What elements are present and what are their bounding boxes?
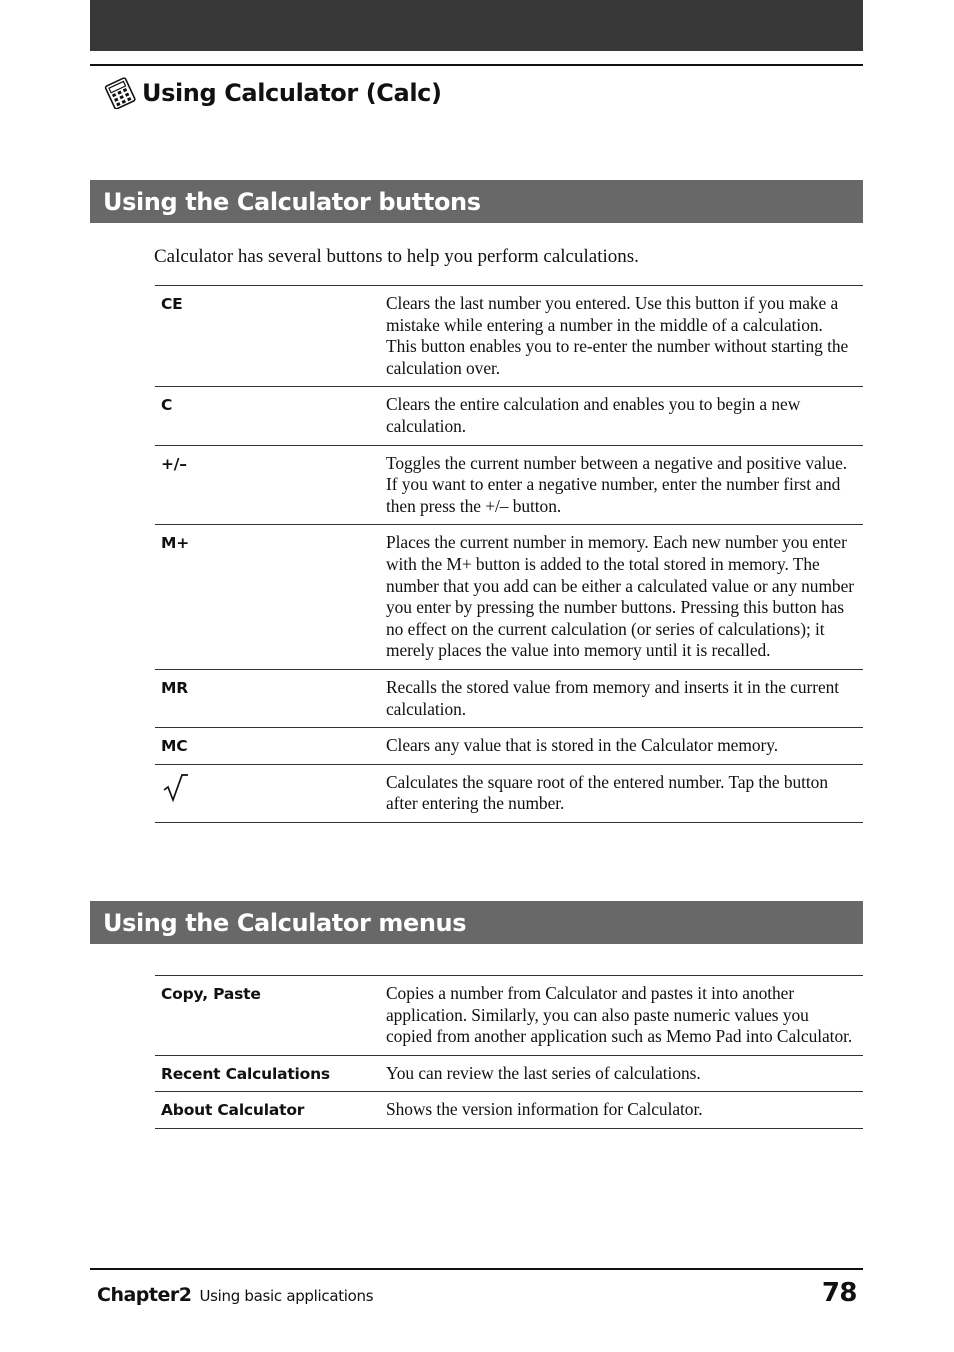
table-row — [155, 446, 863, 526]
term: +/– — [161, 454, 187, 473]
description: Copies a number from Calculator and pastes it into another application. Similarly, you can also paste numeric values you copied from another application such as Memo Pad into Calculator. — [386, 983, 853, 1047]
table-row — [155, 765, 863, 823]
footer-chapter-subtitle: Using basic applications — [199, 1287, 374, 1305]
table-row — [155, 1092, 863, 1129]
description: Shows the version information for Calculator. — [386, 1099, 703, 1120]
term: C — [161, 396, 173, 415]
calculator-icon — [104, 77, 136, 109]
section-heading-buttons — [90, 180, 863, 223]
footer-chapter — [97, 1284, 373, 1306]
table-row — [155, 525, 863, 670]
description: Places the current number in memory. Each new number you enter with the M+ button is added to the total stored in memory. The number that you add can be either a calculated value or any number you enter by pressing the number buttons. Pressing this button has no effect on the current calculation (or series of calculations); it merely places the value into memory until it is recalled. — [386, 532, 854, 661]
term: Recent Calculations — [161, 1064, 330, 1083]
section-title: Using the Calculator buttons — [103, 187, 481, 216]
menus-table — [155, 975, 863, 1129]
term: MR — [161, 678, 188, 697]
intro-text: Calculator has several buttons to help you perform calculations. — [154, 246, 639, 267]
chapter-heading — [104, 73, 442, 113]
page-number: 78 — [821, 1278, 857, 1308]
table-row — [155, 975, 863, 1056]
term: M+ — [161, 534, 190, 553]
chapter-heading-title: Using Calculator (Calc) — [142, 79, 442, 107]
term: About Calculator — [161, 1101, 305, 1120]
description: Clears the entire calculation and enables you to begin a new calculation. — [386, 394, 801, 436]
term: Copy, Paste — [161, 985, 261, 1003]
table-row — [155, 670, 863, 728]
section-heading-menus — [90, 901, 863, 944]
square-root-icon — [161, 769, 191, 803]
header-rule — [90, 64, 863, 66]
term — [155, 765, 386, 822]
description: Clears the last number you entered. Use this button if you make a mistake while entering a number in the middle of a calculation. This button enables you to re-enter the number without starting the calculation over. — [386, 293, 849, 378]
buttons-table — [155, 285, 863, 823]
section-title: Using the Calculator menus — [103, 908, 467, 937]
description: Calculates the square root of the entered number. Tap the button after entering the number. — [386, 771, 828, 814]
description: Recalls the stored value from memory and inserts it in the current calculation. — [386, 676, 840, 719]
description: Toggles the current number between a negative and positive value. If you want to enter a negative number, enter the number first and then press the +/– button. — [386, 452, 848, 516]
footer-chapter-label: Chapter2 — [97, 1284, 192, 1306]
footer-rule — [90, 1268, 863, 1270]
description: You can review the last series of calculations. — [386, 1062, 701, 1083]
table-row — [155, 728, 863, 765]
description: Clears any value that is stored in the Calculator memory. — [386, 735, 779, 756]
table-row — [155, 387, 863, 445]
term: CE — [161, 295, 183, 313]
term: MC — [161, 737, 188, 756]
header-bar — [90, 0, 863, 51]
table-row — [155, 285, 863, 387]
table-row — [155, 1056, 863, 1093]
